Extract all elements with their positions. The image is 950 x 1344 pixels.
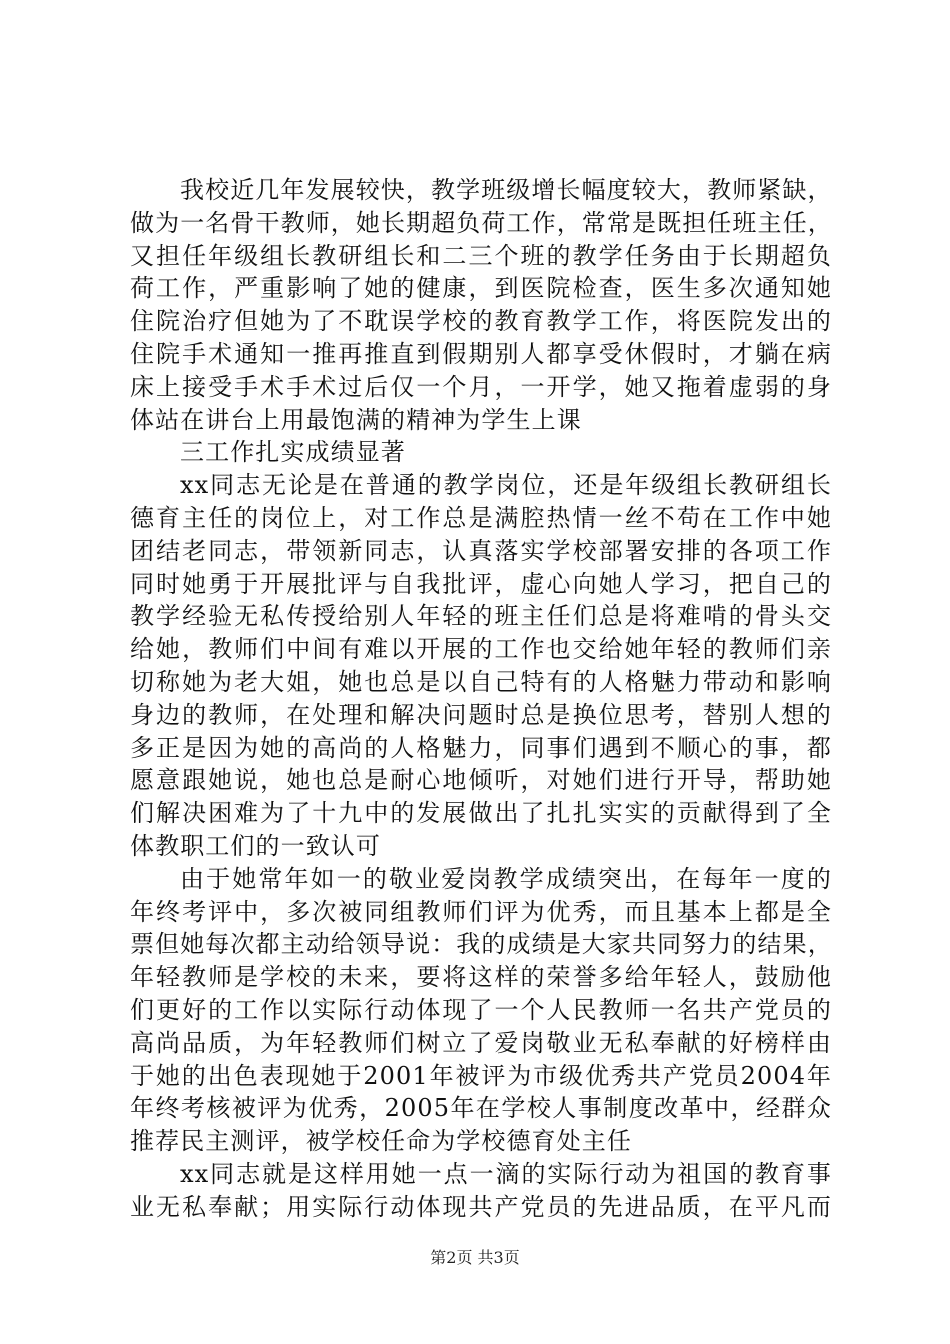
paragraph-line: 多正是因为她的高尚的人格魅力，同事们遇到不顺心的事，都 xyxy=(130,733,832,762)
page-number-footer: 第2页 共3页 xyxy=(430,1248,520,1267)
paragraph-line: xx同志无论是在普通的教学岗位，还是年级组长教研组长 xyxy=(180,471,832,500)
paragraph-line: xx同志就是这样用她一点一滴的实际行动为祖国的教育事 xyxy=(180,1159,832,1188)
paragraph-line: 切称她为老大姐，她也总是以自己特有的人格魅力带动和影响 xyxy=(130,667,832,696)
paragraph-line: 团结老同志，带领新同志，认真落实学校部署安排的各项工作 xyxy=(130,536,832,565)
paragraph-line: 床上接受手术手术过后仅一个月，一开学，她又拖着虚弱的身 xyxy=(130,372,832,401)
paragraph-line: 住院手术通知一推再推直到假期别人都享受休假时，才躺在病 xyxy=(130,339,832,368)
paragraph-line: 体站在讲台上用最饱满的精神为学生上课 xyxy=(130,405,582,434)
paragraph-line: 们解决困难为了十九中的发展做出了扎扎实实的贡献得到了全 xyxy=(130,799,832,828)
paragraph-line: 年轻教师是学校的未来，要将这样的荣誉多给年轻人，鼓励他 xyxy=(130,963,832,992)
paragraph-line: 由于她常年如一的敬业爱岗教学成绩突出，在每年一度的 xyxy=(180,864,832,893)
paragraph-line: 年终考核被评为优秀，2005年在学校人事制度改革中，经群众 xyxy=(130,1094,832,1123)
paragraph-line: 我校近几年发展较快，教学班级增长幅度较大，教师紧缺， xyxy=(180,176,833,204)
paragraph-line: 高尚品质，为年轻教师们树立了爱岗敬业无私奉献的好榜样由 xyxy=(130,1028,832,1057)
paragraph-line: 又担任年级组长教研组长和二三个班的教学任务由于长期超负 xyxy=(130,241,832,270)
paragraph-line: 做为一名骨干教师，她长期超负荷工作，常常是既担任班主任， xyxy=(130,208,833,237)
paragraph-line: 们更好的工作以实际行动体现了一个人民教师一名共产党员的 xyxy=(130,995,832,1024)
document-body xyxy=(130,174,832,1224)
section-heading: 三工作扎实成绩显著 xyxy=(180,438,406,467)
paragraph-line: 于她的出色表现她于2001年被评为市级优秀共产党员2004年 xyxy=(130,1061,832,1090)
paragraph-line: 年终考评中，多次被同组教师们评为优秀，而且基本上都是全 xyxy=(130,897,832,926)
paragraph-line: 德育主任的岗位上，对工作总是满腔热情一丝不苟在工作中她 xyxy=(130,503,832,532)
paragraph-line: 荷工作，严重影响了她的健康，到医院检查，医生多次通知她 xyxy=(130,274,832,303)
paragraph-line: 票但她每次都主动给领导说：我的成绩是大家共同努力的结果， xyxy=(130,930,833,959)
paragraph-line: 推荐民主测评，被学校任命为学校德育处主任 xyxy=(130,1127,632,1156)
paragraph-line: 教学经验无私传授给别人年轻的班主任们总是将难啃的骨头交 xyxy=(130,602,832,631)
paragraph-line: 体教职工们的一致认可 xyxy=(130,831,381,860)
paragraph-line: 愿意跟她说，她也总是耐心地倾听，对她们进行开导，帮助她 xyxy=(130,766,832,795)
paragraph-line: 业无私奉献；用实际行动体现共产党员的先进品质，在平凡而 xyxy=(130,1192,832,1221)
paragraph-line: 同时她勇于开展批评与自我批评，虚心向她人学习，把自己的 xyxy=(130,569,832,598)
paragraph-line: 给她，教师们中间有难以开展的工作也交给她年轻的教师们亲 xyxy=(130,635,832,664)
paragraph-line: 住院治疗但她为了不耽误学校的教育教学工作，将医院发出的 xyxy=(130,307,832,336)
paragraph-line: 身边的教师，在处理和解决问题时总是换位思考，替别人想的 xyxy=(130,700,832,729)
